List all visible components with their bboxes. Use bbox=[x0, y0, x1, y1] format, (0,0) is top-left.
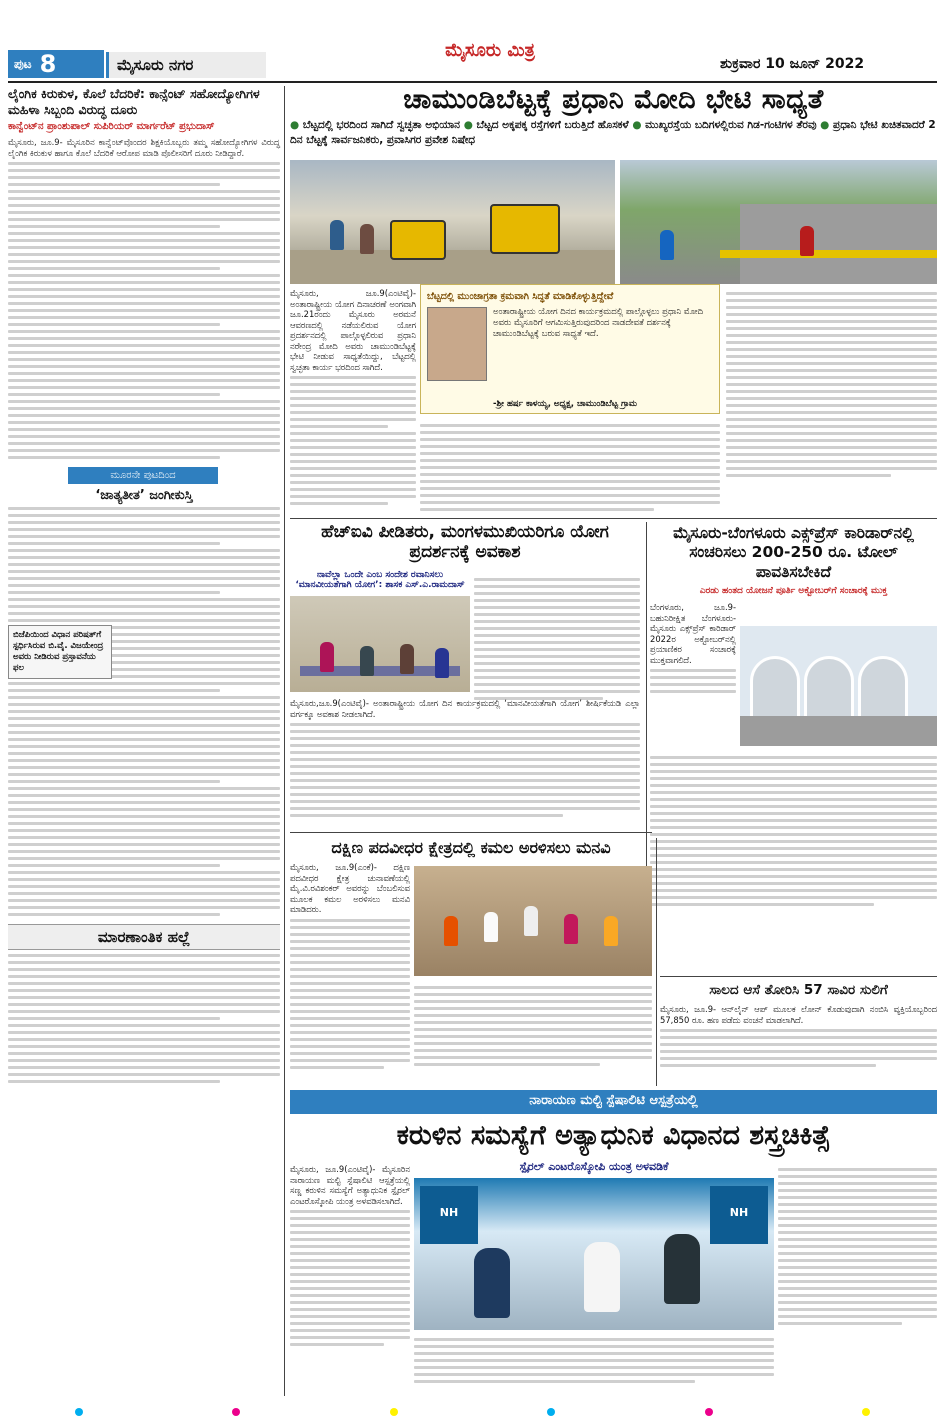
continue-body-lines bbox=[8, 507, 280, 615]
portrait-photo bbox=[427, 307, 487, 381]
continue-label: ಮೂರನೇ ಪುಟದಿಂದ bbox=[68, 467, 218, 484]
expressway-body bbox=[650, 602, 736, 697]
expressway-body-cont bbox=[650, 752, 937, 910]
nh-board-left: NH bbox=[420, 1186, 478, 1244]
quote-card-text: ಅಂತಾರಾಷ್ಟ್ರೀಯ ಯೋಗ ದಿನದ ಕಾರ್ಯಕ್ರಮದಲ್ಲಿ ಪಾಲ್ಗೊಳ್ಳಲು ಪ್ರಧಾನಿ ಮೋದಿ ಅವರು ಮೈಸೂರಿಗೆ ಆಗಮಿಸುತ್ತಿರುವುದರಿಂದ ನಾಡದೇವತೆ ದರ್ಶನಕ್ಕೆ ಚಾಮುಂಡಿಬೆಟ್ಟಕ್ಕೆ ಬರುವ ಸಾಧ್ಯತೆ ಇದೆ. bbox=[493, 307, 704, 340]
left-section-head: ಮಾರಣಾಂತಿಕ ಹಲ್ಲೆ bbox=[8, 924, 280, 950]
lotus-body-text: ಮೈಸೂರು, ಜೂ.9(ಎಂಕೆ)- ದಕ್ಷಿಣ ಪದವೀಧರ ಕ್ಷೇತ್ರ ಚುನಾವಣೆಯಲ್ಲಿ ಮೈ.ವಿ.ರವಿಶಂಕರ್ ಅವರನ್ನು ಬೆಂಬಲಿಸುವ ಮೂಲಕ ಕಮಲ ಅರಳಿಸಲು ಮನವಿ ಮಾಡಿದರು. bbox=[290, 862, 410, 914]
masthead: ಮೈಸೂರು ಮಿತ್ರ bbox=[445, 40, 535, 61]
hospital-body bbox=[290, 1164, 410, 1350]
lotus-headline: ದಕ್ಷಿಣ ಪದವೀಧರ ಕ್ಷೇತ್ರದಲ್ಲಿ ಕಮಲ ಅರಳಿಸಲು ಮನವಿ bbox=[331, 838, 611, 857]
hospital-headline: ಕರುಳಿನ ಸಮಸ್ಯೆಗೆ ಅತ್ಯಾಧುನಿಕ ವಿಧಾನದ ಶಸ್ತ್ರಚಿಕಿತ್ಸೆ bbox=[396, 1120, 831, 1151]
quote-card bbox=[420, 284, 720, 414]
yoga-headline: ಹೆಚ್‌ಐವಿ ಪೀಡಿತರು, ಮಂಗಳಮುಖಿಯರಿಗೂ ಯೋಗ ಪ್ರದರ್ಶನಕ್ಕೆ ಅವಕಾಶ bbox=[321, 522, 609, 563]
loan-body-text: ಮೈಸೂರು, ಜೂ.9- ಆನ್‌ಲೈನ್ ಆಪ್ ಮೂಲಕ ಲೋನ್ ಕೊಡುವುದಾಗಿ ನಂಬಿಸಿ ವ್ಯಕ್ತಿಯೊಬ್ಬರಿಂದ 57,850 ರೂ. ಹಣ ಪಡೆದು ವಂಚನೆ ಮಾಡಲಾಗಿದೆ. bbox=[660, 1004, 937, 1025]
yoga-body-right bbox=[474, 574, 640, 704]
lead-bottom-rule bbox=[290, 518, 937, 519]
bullet-3: ಮುಖ್ಯರಸ್ತೆಯ ಬದಿಗಳಲ್ಲಿರುವ ಗಿಡ-ಗಂಟಿಗಳ ತೆರವು bbox=[645, 119, 817, 131]
left-headline: ಲೈಂಗಿಕ ಕಿರುಕುಳ, ಕೊಲೆ ಬೆದರಿಕೆ: ಕಾನ್ಸೆಂಟ್ ಸಹೋದ್ಯೋಗಿಗಳ ಮಹಿಳಾ ಸಿಬ್ಬಂದಿ ವಿರುದ್ಧ ದೂರು bbox=[8, 86, 260, 117]
press-meet-photo bbox=[414, 866, 652, 976]
page-label: ಪುಟ bbox=[14, 56, 32, 71]
lead-body-right bbox=[726, 288, 937, 481]
left-body-lines bbox=[8, 162, 280, 459]
road-cleaning-photo bbox=[620, 160, 937, 284]
loan-body bbox=[660, 1004, 937, 1071]
section-body-lines bbox=[8, 954, 280, 1083]
lead-body-text: ಮೈಸೂರು, ಜೂ.9(ಎಂಟಿವೈ)- ಅಂತಾರಾಷ್ಟ್ರೀಯ ಯೋಗ ದಿನಾಚರಣೆ ಅಂಗವಾಗಿ ಜೂ.21ರಂದು ಮೈಸೂರು ಅರಮನೆ ಆವರಣದಲ್ಲಿ ನಡೆಯಲಿರುವ ಯೋಗ ಪ್ರದರ್ಶನದಲ್ಲಿ ಪಾಲ್ಗೊಳ್ಳಲಿರುವ ಪ್ರಧಾನಿ ನರೇಂದ್ರ ಮೋದಿ ಅವರು ಚಾಮುಂಡಿಬೆಟ್ಟಕ್ಕೆ ಭೇಟಿ ನೀಡುವ ಸಾಧ್ಯತೆಯಿದ್ದು, ಬೆಟ್ಟದಲ್ಲಿ ಸ್ವಚ್ಛತಾ ಕಾರ್ಯ ಭರದಿಂದ ಸಾಗಿದೆ. bbox=[290, 288, 416, 372]
expressway-headline: ಮೈಸೂರು-ಬೆಂಗಳೂರು ಎಕ್ಸ್‌ಪ್ರೆಸ್ ಕಾರಿಡಾರ್‌ನಲ್ಲಿ ಸಂಚರಿಸಲು 200-250 ರೂ. ಟೋಲ್ ಪಾವತಿಸಬೇಕಿದೆ bbox=[673, 524, 914, 581]
bullet-2: ಬೆಟ್ಟದ ಅಕ್ಕಪಕ್ಕ ರಸ್ತೆಗಳಿಗೆ ಬರುತ್ತಿದೆ ಹೊಸಕಳೆ bbox=[476, 119, 629, 131]
dateline: ಶುಕ್ರವಾರ 10 ಜೂನ್ 2022 bbox=[720, 56, 865, 72]
lotus-body bbox=[290, 862, 410, 1073]
bullet-1: ಬೆಟ್ಟದಲ್ಲಿ ಭರದಿಂದ ಸಾಗಿದೆ ಸ್ವಚ್ಛತಾ ಅಭಿಯಾನ bbox=[302, 119, 461, 131]
lotus-top-rule bbox=[290, 832, 652, 833]
header-rule bbox=[8, 81, 937, 83]
left-quote-box: ಬಿಜೆಪಿಯಿಂದ ವಿಧಾನ ಪರಿಷತ್‌ಗೆ ಸ್ಪರ್ಧಿಸಿರುವ ಬಿ.ವೈ. ವಿಜಯೇಂದ್ರ ಅವರು ನೀಡಿರುವ ಪ್ರಸ್ತಾವನೆಯ ಫಲ bbox=[8, 625, 112, 679]
lead-bullets: ● ಬೆಟ್ಟದಲ್ಲಿ ಭರದಿಂದ ಸಾಗಿದೆ ಸ್ವಚ್ಛತಾ ಅಭಿಯಾನ ● ಬೆಟ್ಟದ ಅಕ್ಕಪಕ್ಕ ರಸ್ತೆಗಳಿಗೆ ಬರುತ್ತಿದೆ ಹೊಸಕಳೆ ● ಮುಖ್ಯರಸ್ತೆಯ ಬದಿಗಳಲ್ಲಿರುವ ಗಿಡ-ಗಂಟಿಗಳ ತೆರವು ● ಪ್ರಧಾನಿ ಭೇಟಿ ಖಚಿತವಾದರೆ 2 ದಿನ ಬೆಟ್ಟಕ್ಕೆ ಸಾರ್ವಜನಿಕರು, ಪ್ರವಾಸಿಗರ ಪ್ರವೇಶ ನಿಷೇಧ bbox=[290, 119, 936, 146]
quote-card-signature: -ಶ್ರೀ ಹರ್ಷ ಕಾಳಯ್ಯ, ಅಧ್ಯಕ್ಷ, ಚಾಮುಂಡಿಬೆಟ್ಟ ಗ್ರಾಮ bbox=[493, 399, 638, 409]
page-badge bbox=[8, 50, 104, 78]
yoga-body-text: ಮೈಸೂರು,ಜೂ.9(ಎಂಟಿವೈ)- ಅಂತಾರಾಷ್ಟ್ರೀಯ ಯೋಗ ದಿನ ಕಾರ್ಯಕ್ರಮದಲ್ಲಿ ‘ಮಾನವೀಯತೆಗಾಗಿ ಯೋಗ’ ಶೀರ್ಷಿಕೆಯಡಿ ಎಲ್ಲಾ ವರ್ಗಕ್ಕೂ ಅವಕಾಶ ನೀಡಲಾಗಿದೆ. bbox=[290, 698, 640, 719]
hospital-photo bbox=[414, 1178, 774, 1330]
section-name: ಮೈಸೂರು ನಗರ bbox=[106, 52, 266, 78]
loan-top-rule bbox=[660, 976, 937, 977]
excavator-photo bbox=[290, 160, 615, 284]
quote-card-title: ಬೆಟ್ಟದಲ್ಲಿ ಮುಂಜಾಗ್ರತಾ ಕ್ರಮವಾಗಿ ಸಿದ್ಧತೆ ಮಾಡಿಕೊಳ್ಳುತ್ತಿದ್ದೇವೆ bbox=[427, 291, 614, 302]
registration-marks bbox=[0, 1406, 945, 1418]
lead-body-cont bbox=[420, 420, 720, 515]
lead-body bbox=[290, 288, 416, 509]
hospital-subhead: ಸ್ಪೈರಲ್ ಎಂಟರೊಸ್ಕೋಪಿ ಯಂತ್ರ ಅಳವಡಿಕೆ bbox=[519, 1160, 669, 1173]
hospital-body-text: ಮೈಸೂರು, ಜೂ.9(ಎಂಟಿವೈ)- ಮೈಸೂರಿನ ನಾರಾಯಣ ಮಲ್ಟಿ ಸ್ಪೆಷಾಲಿಟಿ ಆಸ್ಪತ್ರೆಯಲ್ಲಿ ಸಣ್ಣ ಕರುಳಿನ ಸಮಸ್ಯೆಗೆ ಅತ್ಯಾಧುನಿಕ ಸ್ಪೈರಲ್ ಎಂಟರೊಸ್ಕೋಪಿ ಯಂತ್ರ ಅಳವಡಿಸಲಾಗಿದೆ. bbox=[290, 1164, 410, 1206]
continue-headline: ‘ಜಾತ್ಯತೀತ’ ಜಂಗೀಕುಸ್ತಿ bbox=[95, 488, 193, 504]
lead-headline: ಚಾಮುಂಡಿಬೆಟ್ಟಕ್ಕೆ ಪ್ರಧಾನಿ ಮೋದಿ ಭೇಟಿ ಸಾಧ್ಯತೆ bbox=[403, 84, 824, 115]
yoga-caption: ನಾವೆಲ್ಲಾ ಒಂದೇ ಎಂಬ ಸಂದೇಶ ರವಾನಿಸಲು ‘ಮಾನವೀಯತೆಗಾಗಿ ಯೋಗ’: ಶಾಸಕ ಎಸ್.ಎ.ರಾಮದಾಸ್ bbox=[295, 570, 465, 590]
left-column bbox=[8, 86, 280, 1386]
bullet-4: ಪ್ರಧಾನಿ ಭೇಟಿ ಖಚಿತವಾದರೆ 2 ದಿನ ಬೆಟ್ಟಕ್ಕೆ ಸಾರ್ವಜನಿಕರು, ಪ್ರವಾಸಿಗರ ಪ್ರವೇಶ ನಿಷೇಧ bbox=[290, 119, 936, 146]
nh-board-right: NH bbox=[710, 1186, 768, 1244]
lotus-divider bbox=[656, 838, 657, 1086]
expressway-body-text: ಬೆಂಗಳೂರು, ಜೂ.9- ಬಹುನಿರೀಕ್ಷಿತ ಬೆಂಗಳೂರು-ಮೈಸೂರು ಎಕ್ಸ್‌ಪ್ರೆಸ್ ಕಾರಿಡಾರ್ 2022ರ ಅಕ್ಟೋಬರ್‌ನಲ್ಲಿ ಪ್ರಯಾಣಿಕರ ಸಂಚಾರಕ್ಕೆ ಮುಕ್ತವಾಗಲಿದೆ. bbox=[650, 602, 736, 665]
left-subhead: ಕಾನ್ವೆಂಟ್‌ನ ಪ್ರಾಂಶುಪಾಲ್ ಸುಪಿರಿಯರ್ ಮಾರ್ಗರೆಟ್ ಪ್ರಭುದಾಸ್ bbox=[8, 121, 215, 133]
page-header bbox=[0, 0, 945, 82]
lotus-body-cont bbox=[414, 982, 652, 1070]
hospital-body-mid bbox=[414, 1334, 774, 1387]
hospital-body-right bbox=[778, 1164, 937, 1329]
expressway-subhead: ಎರಡು ಹಂತದ ಯೋಜನೆ ಪೂರ್ತಿ ಅಕ್ಟೋಬರ್‌ಗೆ ಸಂಚಾರಕ್ಕೆ ಮುಕ್ತ bbox=[699, 586, 888, 596]
yoga-photo bbox=[290, 596, 470, 692]
page-number: 8 bbox=[39, 50, 57, 78]
hospital-banner: ನಾರಾಯಣ ಮಲ್ಟಿ ಸ್ಪೆಷಾಲಿಟಿ ಆಸ್ಪತ್ರೆಯಲ್ಲಿ bbox=[290, 1090, 937, 1114]
left-lead: ಮೈಸೂರು, ಜೂ.9- ಮೈಸೂರಿನ ಕಾನ್ವೆಂಟ್‌ವೊಂದರ ಶಿಕ್ಷಕಿಯೊಬ್ಬರು ತಮ್ಮ ಸಹೋದ್ಯೋಗಿಗಳ ವಿರುದ್ಧ ಲೈಂಗಿಕ ಕಿರುಕುಳ ಹಾಗೂ ಕೊಲೆ ಬೆದರಿಕೆ ಆರೋಪ ಮಾಡಿ ಪೊಲೀಸರಿಗೆ ದೂರು ನೀಡಿದ್ದಾರೆ. bbox=[8, 137, 280, 158]
loan-headline: ಸಾಲದ ಆಸೆ ತೋರಿಸಿ 57 ಸಾವಿರ ಸುಲಿಗೆ bbox=[709, 982, 888, 998]
yoga-body bbox=[290, 698, 640, 821]
column-divider bbox=[284, 86, 285, 1396]
toll-plaza-photo bbox=[740, 626, 937, 746]
